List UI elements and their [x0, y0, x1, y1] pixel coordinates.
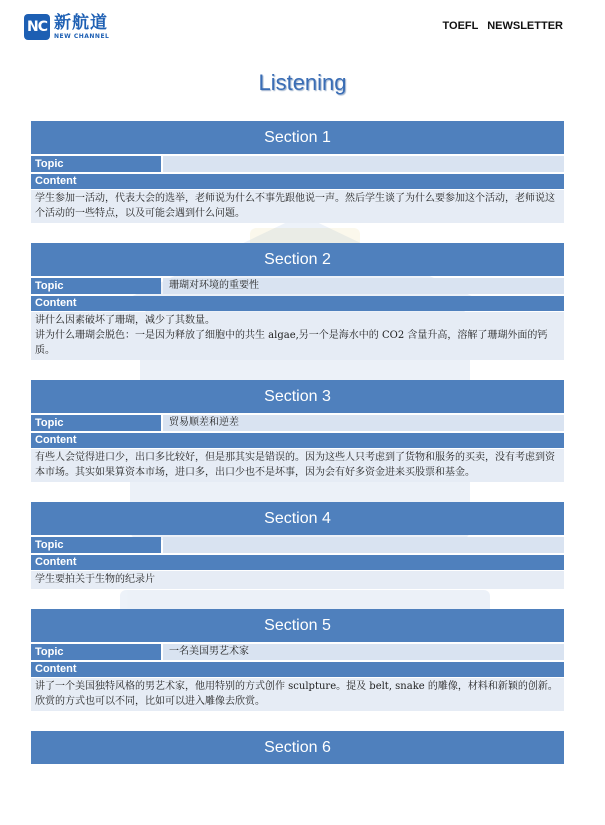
topic-value: 贸易顺差和逆差 [163, 415, 564, 431]
section-header: Section 2 [31, 243, 564, 276]
topic-label: Topic [31, 278, 161, 294]
topic-value: 一名美国男艺术家 [163, 644, 564, 660]
content-body [31, 571, 564, 589]
sections-list [31, 121, 564, 784]
newsletter-title: TOEFL NEWSLETTER [442, 20, 563, 32]
section-header: Section 6 [31, 731, 564, 764]
section-block [31, 502, 564, 589]
content-paragraph: 学生要拍关于生物的纪录片 [35, 574, 155, 585]
page-header [0, 0, 605, 50]
content-paragraph: 讲为什么珊瑚会脱色：一是因为释放了细胞中的共生 algae,另一个是海水中的 CO2 含量升高，溶解了珊瑚外面的钙质。 [35, 330, 548, 356]
section-block [31, 731, 564, 764]
topic-value [163, 156, 564, 172]
section-block [31, 609, 564, 711]
content-paragraph: 讲什么因素破坏了珊瑚，减少了其数量。 [35, 315, 215, 326]
topic-label: Topic [31, 537, 161, 553]
topic-row [31, 415, 564, 431]
brand-logo [24, 14, 109, 40]
topic-row [31, 537, 564, 553]
section-header: Section 1 [31, 121, 564, 154]
section-block [31, 243, 564, 360]
content-label: Content [31, 174, 564, 189]
topic-row [31, 644, 564, 660]
topic-label: Topic [31, 156, 161, 172]
topic-row [31, 156, 564, 172]
content-paragraph: 学生参加一活动，代表大会的选举，老师说为什么不事先跟他说一声。然后学生谈了为什么要参加这个活动，老师说这个活动的一些特点，以及可能会遇到什么问题。 [35, 193, 555, 219]
section-block [31, 380, 564, 482]
section-header: Section 5 [31, 609, 564, 642]
content-label: Content [31, 662, 564, 677]
topic-value: 珊瑚对环境的重要性 [163, 278, 564, 294]
section-header: Section 3 [31, 380, 564, 413]
content-paragraph: 讲了一个美国独特风格的男艺术家，他用特别的方式创作 sculpture。提及 belt, snake 的雕像，材料和新颖的创新。欣赏的方式也可以不同，比如可以进入雕像去欣赏。 [35, 681, 558, 707]
topic-label: Topic [31, 415, 161, 431]
content-body [31, 312, 564, 360]
topic-row [31, 278, 564, 294]
logo-en-text: NEW CHANNEL [54, 32, 110, 40]
logo-text [54, 12, 110, 40]
content-label: Content [31, 555, 564, 570]
content-body [31, 190, 564, 223]
topic-value [163, 537, 564, 553]
section-block [31, 121, 564, 223]
page-title: Listening [258, 70, 347, 95]
content-body [31, 678, 564, 711]
content-body [31, 449, 564, 482]
content-label: Content [31, 433, 564, 448]
logo-mark-icon: NC [24, 14, 50, 40]
topic-label: Topic [31, 644, 161, 660]
section-header: Section 4 [31, 502, 564, 535]
content-label: Content [31, 296, 564, 311]
content-paragraph: 有些人会觉得进口少，出口多比较好，但是那其实是错误的。因为这些人只考虑到了货物和服务的买卖，没有考虑到资本市场。其实如果算资本市场，进口多，出口少也不是坏事，因为会有好多资金进来买股票和基金。 [35, 452, 555, 478]
logo-cn-text: 新航道 [54, 12, 108, 33]
